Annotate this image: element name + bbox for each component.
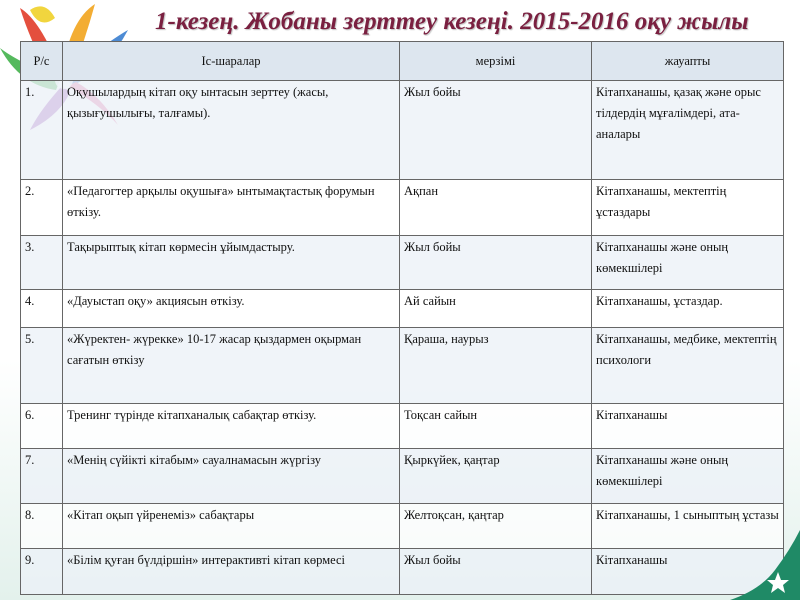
- table-row: [21, 290, 784, 328]
- row-term: Ай сайын: [400, 290, 592, 328]
- row-activity: Оқушылардың кітап оқу ынтасын зерттеу (жасы, қызығушылығы, талғамы).: [63, 81, 400, 180]
- table-row: [21, 328, 784, 404]
- row-term: Қыркүйек, қаңтар: [400, 449, 592, 504]
- table-row: [21, 449, 784, 504]
- row-activity: «Кітап оқып үйренеміз» сабақтары: [63, 504, 400, 549]
- row-responsible: Кітапханашы: [592, 549, 784, 595]
- row-term: Ақпан: [400, 180, 592, 236]
- table-row: [21, 81, 784, 180]
- row-term: Жыл бойы: [400, 236, 592, 290]
- header-number: Р/с: [21, 42, 63, 81]
- row-activity: «Педагогтер арқылы оқушыға» ынтымақтастық форумын өткізу.: [63, 180, 400, 236]
- row-responsible: Кітапханашы және оның көмекшілері: [592, 449, 784, 504]
- row-responsible: Кітапханашы, мектептің ұстаздары: [592, 180, 784, 236]
- plan-table: [20, 41, 784, 595]
- row-responsible: Кітапханашы, медбике, мектептің психологи: [592, 328, 784, 404]
- table-row: [21, 180, 784, 236]
- row-term: Тоқсан сайын: [400, 404, 592, 449]
- table-row: [21, 504, 784, 549]
- row-number: 5.: [21, 328, 63, 404]
- table-row: [21, 549, 784, 595]
- row-number: 7.: [21, 449, 63, 504]
- row-number: 4.: [21, 290, 63, 328]
- row-activity: «Жүректен- жүрекке» 10-17 жасар қыздармен оқырман сағатын өткізу: [63, 328, 400, 404]
- row-activity: «Білім қуған бүлдіршін» интерактивті кітап көрмесі: [63, 549, 400, 595]
- row-number: 8.: [21, 504, 63, 549]
- star-corner-icon: [730, 530, 800, 600]
- row-term: Жыл бойы: [400, 81, 592, 180]
- header-term: мерзімі: [400, 42, 592, 81]
- row-term: Қараша, наурыз: [400, 328, 592, 404]
- header-responsible: жауапты: [592, 42, 784, 81]
- row-term: Жыл бойы: [400, 549, 592, 595]
- row-responsible: Кітапханашы, қазақ және орыс тілдердің мұғалімдері, ата-аналары: [592, 81, 784, 180]
- header-activities: Іс-шаралар: [63, 42, 400, 81]
- row-term: Желтоқсан, қаңтар: [400, 504, 592, 549]
- row-number: 2.: [21, 180, 63, 236]
- row-responsible: Кітапханашы, ұстаздар.: [592, 290, 784, 328]
- row-number: 1.: [21, 81, 63, 180]
- row-activity: «Менің сүйікті кітабым» сауалнамасын жүргізу: [63, 449, 400, 504]
- row-number: 9.: [21, 549, 63, 595]
- table-header-row: [21, 42, 784, 81]
- row-responsible: Кітапханашы және оның көмекшілері: [592, 236, 784, 290]
- row-number: 3.: [21, 236, 63, 290]
- table-row: [21, 404, 784, 449]
- row-number: 6.: [21, 404, 63, 449]
- row-activity: Тақырыптық кітап көрмесін ұйымдастыру.: [63, 236, 400, 290]
- row-responsible: Кітапханашы, 1 сыныптың ұстазы: [592, 504, 784, 549]
- page-title: 1-кезең. Жобаны зерттеу кезеңі. 2015-2016 оқу жылы: [155, 8, 749, 35]
- row-responsible: Кітапханашы: [592, 404, 784, 449]
- table-row: [21, 236, 784, 290]
- row-activity: «Дауыстап оқу» акциясын өткізу.: [63, 290, 400, 328]
- row-activity: Тренинг түрінде кітапханалық сабақтар өткізу.: [63, 404, 400, 449]
